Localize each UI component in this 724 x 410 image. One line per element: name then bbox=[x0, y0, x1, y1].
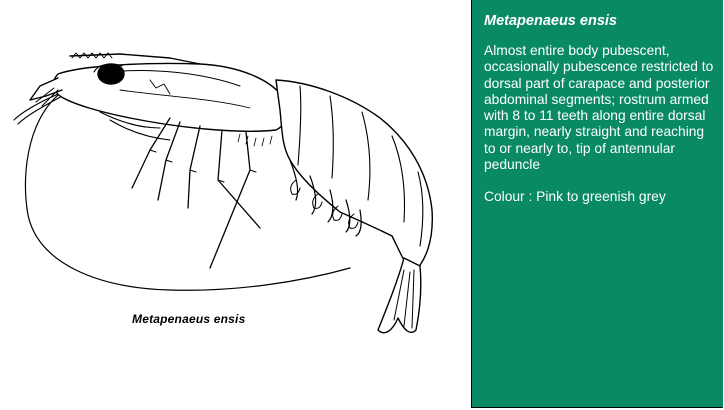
walking-legs bbox=[132, 118, 260, 268]
carapace bbox=[54, 63, 288, 131]
illustration-caption: Metapenaeus ensis bbox=[132, 312, 246, 326]
species-colour: Colour : Pink to greenish grey bbox=[484, 189, 666, 205]
species-description: Almost entire body pubescent, occasionally pubescence restricted to dorsal part of carapace and posterior abdominal segments; rostrum armed with 8 to 11 teeth along entire dorsal margin, nearly straight and reaching to or nearly to, tip of antennular peduncle bbox=[484, 43, 714, 173]
eye bbox=[98, 64, 124, 84]
species-title: Metapenaeus ensis bbox=[484, 13, 617, 29]
abdomen bbox=[276, 80, 432, 274]
species-info-panel bbox=[471, 0, 723, 408]
